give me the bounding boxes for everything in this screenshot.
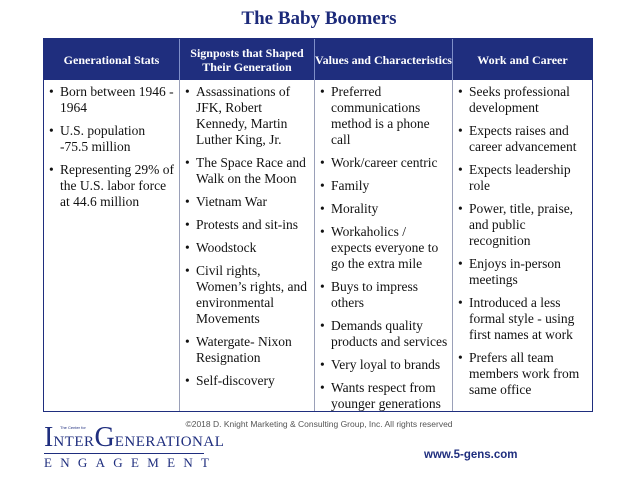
header-generational-stats: Generational Stats [44,39,180,80]
column-generational-stats [44,80,180,411]
column-work-career [453,80,592,411]
stats-list [49,84,176,210]
list-item: • Watergate- Nixon Resignation [185,334,311,366]
list-item: • Introduced a less formal style - using first names at work [458,295,589,343]
list-item: • Power, title, praise, and public recognition [458,201,589,249]
list-item: • U.S. population -75.5 million [49,123,176,155]
list-item: • Vietnam War [185,194,311,210]
logo-wordmark-bottom: ENGAGEMENT [44,455,218,470]
work-career-list [458,84,589,398]
list-item: • Demands quality products and services [320,318,449,350]
list-item: • Woodstock [185,240,311,256]
list-item: • Expects leadership role [458,162,589,194]
list-item: • Self-discovery [185,373,311,389]
website-link[interactable]: www.5-gens.com [424,449,518,461]
list-item: • The Space Race and Walk on the Moon [185,155,311,187]
logo-wordmark-top: INTERGENERATIONAL [44,422,225,453]
values-list [320,84,449,412]
list-item: • Prefers all team members work from same office [458,350,589,398]
logo-small-text: The Center for [60,425,86,430]
list-item: • Representing 29% of the U.S. labor force at 44.6 million [49,162,176,210]
table-header [44,39,592,80]
header-values: Values and Characteristics [315,39,453,80]
intergenerational-engagement-logo [44,422,225,472]
signposts-list [185,84,311,389]
list-item: • Seeks professional development [458,84,589,116]
copyright-notice: ©2018 D. Knight Marketing & Consulting Group, Inc. All rights reserved [185,419,453,429]
header-work-career: Work and Career [477,52,568,67]
list-item: • Wants respect from younger generations [320,380,449,412]
list-item: • Enjoys in-person meetings [458,256,589,288]
generations-table [43,38,593,412]
column-values [315,80,453,411]
list-item: • Protests and sit-ins [185,217,311,233]
list-item: • Assassinations of JFK, Robert Kennedy, Martin Luther King, Jr. [185,84,311,148]
list-item: • Civil rights, Women’s rights, and environmental Movements [185,263,311,327]
list-item: • Preferred communications method is a phone call [320,84,449,148]
logo-divider [44,453,204,454]
list-item: • Workaholics / expects everyone to go the extra mile [320,224,449,272]
list-item: • Very loyal to brands [320,357,449,373]
page-title: The Baby Boomers [241,8,397,29]
column-signposts [180,80,315,411]
list-item: • Morality [320,201,449,217]
list-item: • Expects raises and career advancement [458,123,589,155]
list-item: • Work/career centric [320,155,449,171]
header-signposts: Signposts that Shaped Their Generation [180,39,315,80]
list-item: • Born between 1946 - 1964 [49,84,176,116]
list-item: • Buys to impress others [320,279,449,311]
table-body [44,80,592,411]
list-item: • Family [320,178,449,194]
